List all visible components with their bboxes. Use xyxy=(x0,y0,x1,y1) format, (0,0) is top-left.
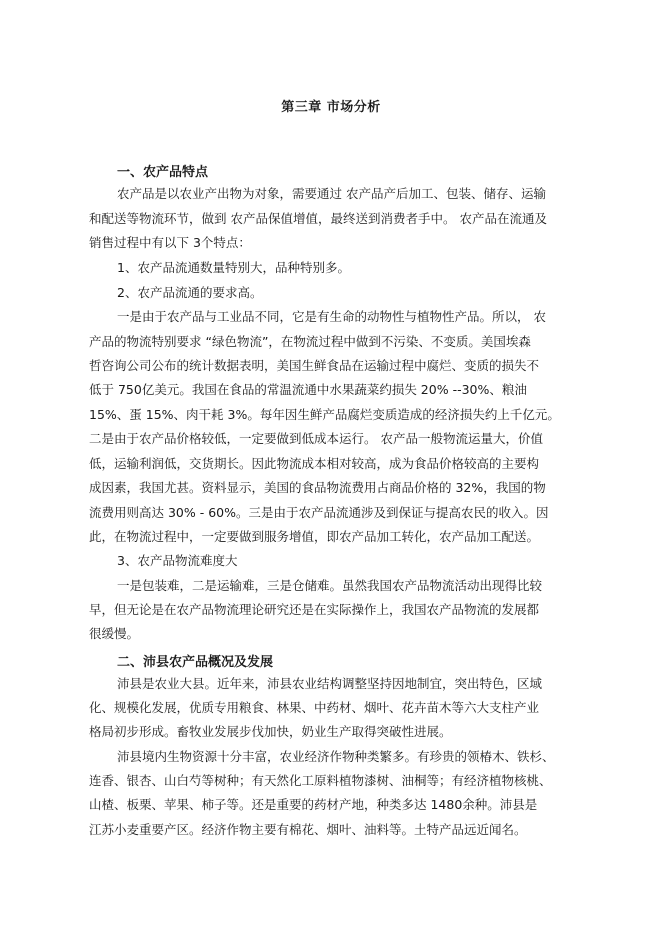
paragraph-line: 连香、银杏、山白芍等树种；有天然化工原料植物漆树、油桐等；有经济植物核桃、 xyxy=(89,773,552,788)
paragraph-line: 山楂、板栗、苹果、柿子等。还是重要的药材产地，种类多达 1480余种。沛县是 xyxy=(89,797,538,812)
paragraph-line: 很缓慢。 xyxy=(89,626,140,641)
paragraph-line: 一是由于农产品与工业品不同，它是有生命的动物性与植物性产品。所以， 农 xyxy=(117,309,546,324)
section-heading: 一、农产品特点 xyxy=(117,165,209,180)
paragraph-line: 一是包装难，二是运输难，三是仓储难。虽然我国农产品物流活动出现得比较 xyxy=(117,578,543,593)
chapter-title: 第三章 市场分析 xyxy=(281,100,381,115)
paragraph-line: 流费用则高达 30% - 60%。三是由于农产品流通涉及到保证与提高农民的收入。因 xyxy=(89,505,549,520)
paragraph-line: 格局初步形成。畜牧业发展步伐加快，奶业生产取得突破性进展。 xyxy=(89,724,452,739)
paragraph-line: 二是由于农产品价格较低，一定要做到低成本运行。 农产品一般物流运量大，价值 xyxy=(89,431,543,446)
paragraph-line: 化、规模化发展，优质专用粮食、林果、中药材、烟叶、花卉苗木等六大支柱产业 xyxy=(89,700,540,715)
paragraph-line: 和配送等物流环节，做到 农产品保值增值，最终送到消费者手中。 农产品在流通及 xyxy=(89,211,547,226)
paragraph-line: 销售过程中有以下 3个特点： xyxy=(89,235,251,250)
paragraph-line: 哲咨询公司公布的统计数据表明，美国生鲜食品在运输过程中腐烂、变质的损失不 xyxy=(89,358,540,373)
section-heading: 二、沛县农产品概况及发展 xyxy=(117,655,274,670)
paragraph-line: 15%、蛋 15%、肉干耗 3%。每年因生鲜产品腐烂变质造成的经济损失约上千亿元。 xyxy=(89,407,560,422)
paragraph-line: 江苏小麦重要产区。经济作物主要有棉花、烟叶、油料等。土特产品远近闻名。 xyxy=(89,822,527,837)
paragraph-line: 产品的物流特别要求 “绿色物流”，在物流过程中做到不污染、不变质。美国埃森 xyxy=(89,334,531,349)
paragraph-line: 此，在物流过程中，一定要做到服务增值，即农产品加工转化，农产品加工配送。 xyxy=(89,529,540,544)
paragraph-line: 低于 750亿美元。我国在食品的常温流通中水果蔬菜约损失 20% --30%、粮油 xyxy=(89,382,527,397)
paragraph-line: 成因素，我国尤甚。资料显示，美国的食品物流费用占商品价格的 32%，我国的物 xyxy=(89,480,546,495)
paragraph-line: 早，但无论是在农产品物流理论研究还是在实际操作上，我国农产品物流的发展都 xyxy=(89,602,540,617)
paragraph-line: 低，运输利润低，交货期长。因此物流成本相对较高，成为食品价格较高的主要构 xyxy=(89,456,540,471)
list-item: 2、农产品流通的要求高。 xyxy=(117,285,263,300)
list-item: 3、农产品物流难度大 xyxy=(117,553,238,568)
paragraph-line: 农产品是以农业产出物为对象，需要通过 农产品产后加工、包装、储存、运输 xyxy=(117,186,546,201)
paragraph-line: 沛县境内生物资源十分丰富，农业经济作物种类繁多。有珍贵的领椿木、铁杉、 xyxy=(117,749,555,764)
paragraph-line: 沛县是农业大县。近年来，沛县农业结构调整坚持因地制宜，突出特色，区域 xyxy=(117,676,543,691)
list-item: 1、农产品流通数量特别大，品种特别多。 xyxy=(117,260,350,275)
